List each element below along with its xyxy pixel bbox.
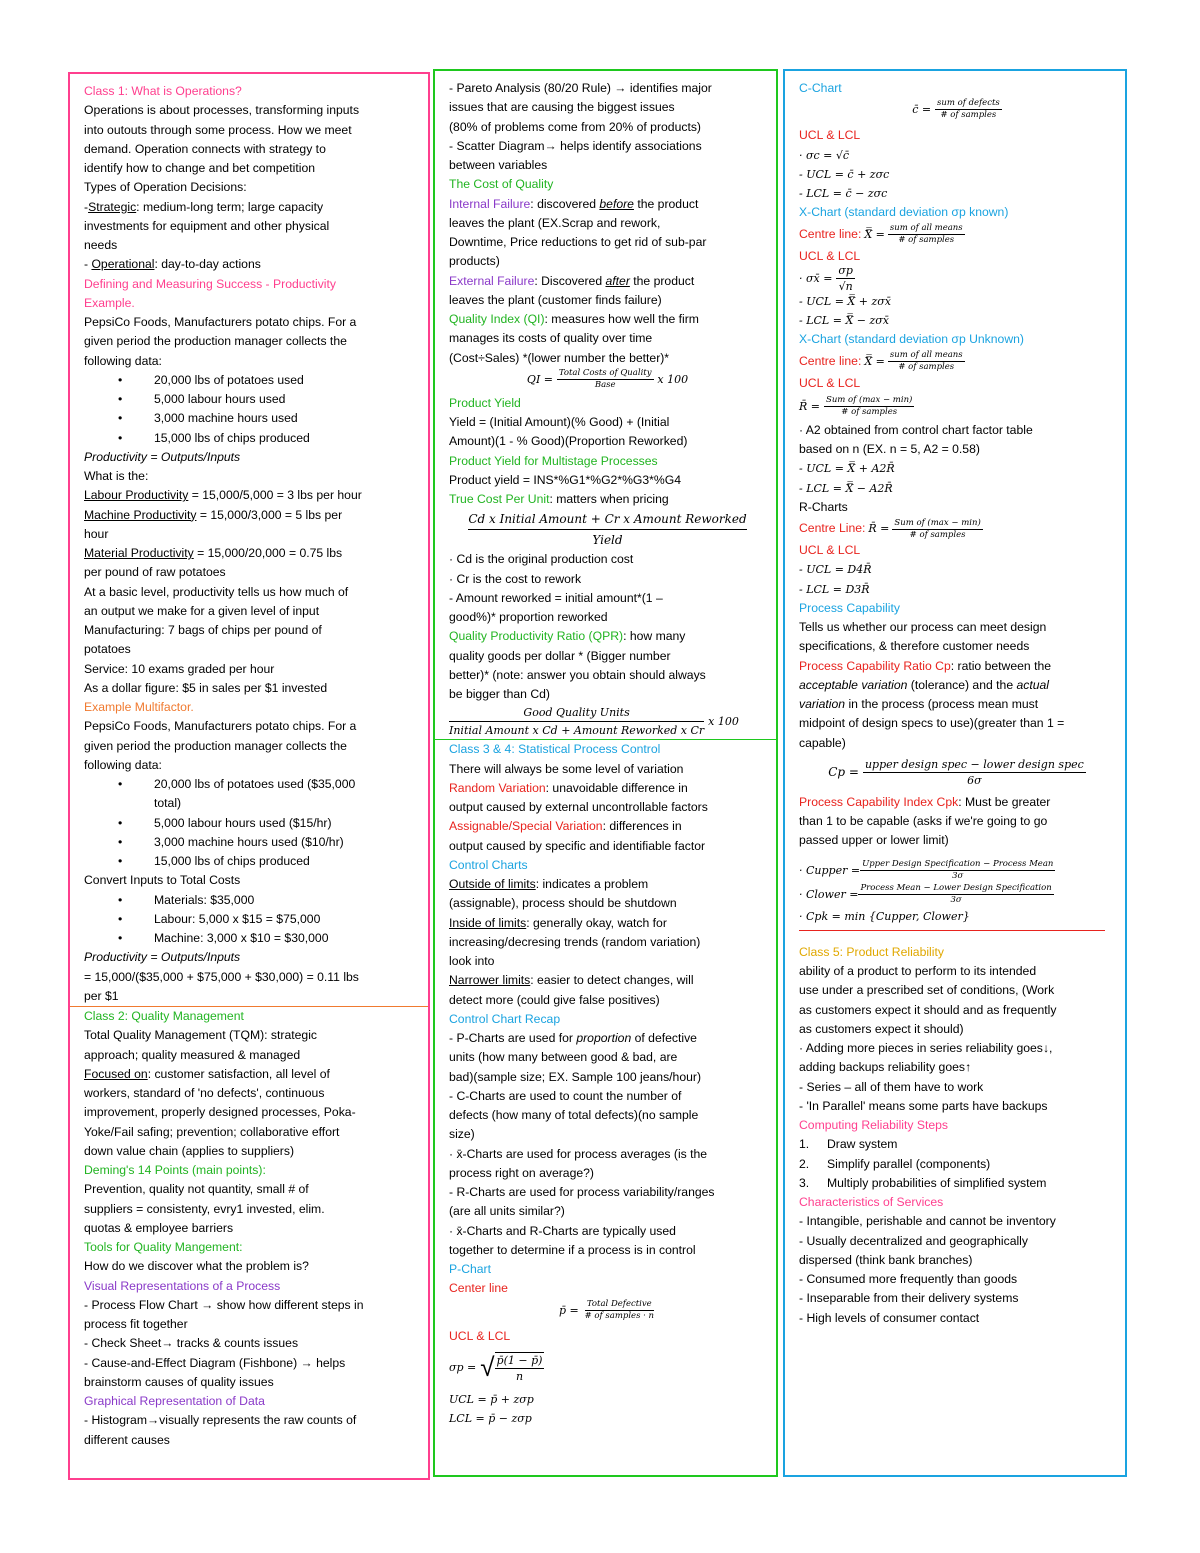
narrower-limits-line: Narrower limits: easier to detect changes, will bbox=[449, 973, 694, 988]
assignable-variation-line: Assignable/Special Variation: differences in bbox=[449, 819, 682, 834]
list-item: • 15,000 lbs of chips produced bbox=[84, 852, 418, 871]
qi-formula: QI = $\frac{\text{Total Costs of Quality}}{\text{Base}}$ x 100 bbox=[526, 367, 689, 390]
material-productivity: Material Productivity = 15,000/20,000 = 0.75 lbs bbox=[84, 546, 343, 560]
qpr-formula: Good Quality Units Initial Amount x Cd + Amount Reworked x Cr x 100 bbox=[449, 706, 739, 738]
class5-title: Class 5: Product Reliability bbox=[799, 944, 944, 959]
external-failure-line: External Failure: Discovered after the product bbox=[449, 273, 695, 288]
tools-heading: Tools for Quality Mangement: bbox=[84, 1240, 243, 1254]
true-cost-formula: Cd x Initial Amount + Cr x Amount Reworked Yield bbox=[449, 509, 766, 550]
inside-limits-line: Inside of limits: generally okay, watch for bbox=[449, 915, 667, 930]
internal-failure-line: Internal Failure: discovered before the product bbox=[449, 196, 699, 211]
sigma-x-formula: · σx̄ = $\frac{\sigma p}{√n}$ bbox=[799, 264, 853, 294]
r-centre-line: Centre Line: R̄ = $\frac{\text{Sum of (max − min)}}{\text{\# of samples}}$ bbox=[799, 517, 981, 540]
p-bar-formula: p̄ = $\frac{\text{Total Defective}}{\text{\# of samples · n}}$ bbox=[558, 1298, 655, 1321]
p-ucl: UCL = p̄ + zσp bbox=[449, 1392, 534, 1406]
operational-line: - Operational: day-to-day actions bbox=[84, 257, 261, 272]
list-item: 1. Draw system bbox=[799, 1137, 898, 1152]
c-lower-formula: · Clower = $\frac{\text{Process Mean − Lower Design Specification}}{3\sigma}$ bbox=[799, 883, 1052, 905]
x-chart-known-heading: X-Chart (standard deviation σp known) bbox=[799, 205, 1009, 220]
process-capability-heading: Process Capability bbox=[799, 600, 900, 615]
x-centre-line-2: Centre line: X̿ = $\frac{\text{sum of all means}}{\text{\# of samples}}$ bbox=[799, 350, 963, 372]
focused-on-line: Focused on: customer satisfaction, all level of bbox=[84, 1066, 330, 1081]
graphical-heading: Graphical Representation of Data bbox=[84, 1394, 265, 1408]
r-bar-formula: R̄ = $\frac{\text{Sum of (max − min)}}{\text{\# of samples}}$ bbox=[799, 395, 913, 418]
multifactor-result: = 15,000/($35,000 + $75,000 + $30,000) = 0.11 lbs bbox=[84, 969, 359, 984]
qpr-line: Quality Productivity Ratio (QPR): how many bbox=[449, 629, 686, 644]
machine-productivity: Machine Productivity = 15,000/3,000 = 5 lbs per bbox=[84, 507, 343, 522]
list-item: • 20,000 lbs of potatoes used ($35,000 bbox=[84, 775, 418, 794]
p-lcl: LCL = p̄ − zσp bbox=[449, 1412, 532, 1425]
visual-heading: Visual Representations of a Process bbox=[84, 1278, 281, 1293]
c-ucl-lcl-heading: UCL & LCL bbox=[799, 128, 861, 143]
capability-index-line: Process Capability Index Cpk: Must be greater bbox=[799, 794, 1051, 809]
intro-text: Operations is about processes, transforming inputs into outouts through some process. How we meet demand. Operation connects with strategy to identify how to change and bet competition bbox=[84, 103, 360, 175]
labour-productivity: Labour Productivity = 15,000/5,000 = 3 lbs per hour bbox=[84, 488, 362, 503]
c-bar-formula: c̄ = $\frac{\text{sum of defects}}{\text{\# of samples}}$ bbox=[912, 98, 1000, 121]
outside-limits-line: Outside of limits: indicates a problem bbox=[449, 877, 649, 891]
list-item: • 15,000 lbs of chips produced bbox=[84, 429, 418, 448]
services-heading: Characteristics of Services bbox=[799, 1195, 944, 1209]
column-class-2-3-4: - Pareto Analysis (80/20 Rule) → identifies major issues that are causing the biggest issues (80% of problems come from 20% of products) - Scatter Diagram→ helps identify associations between variables The Cost of Quality Internal Failure: discovered before the product leaves the plant (EX.Scrap and rework, Downtime, Price reductions to get rid of sub-par products) External Failure: Discovered after the product leaves the plant (customer finds failure) Quality Index (QI): measures how well the firm manages its costs of quality over time (Cost÷Sales) *(lower number the better)* QI = $\frac{\text{Total Costs of Quality}}{\text{Base}}$ x 100 Product Yield Yield = (Initial Amount)(% Good) + (Initial Amount)(1 - % Good)(Proportion Reworked) Product Yield for Multistage Processes Product yield = INS*%G1*%G2*%G3*%G4 True Cost Per Unit: matters when pricing Cd x Initial Amount + Cr x Amount Reworked Yield · Cd is the original production cost · Cr is the cost to rework - Amount reworked = initial amount*(1 – good%)* proportion reworked Quality Productivity Ratio (QPR): how many quality goods per dollar * (Bigger number better)* (note: answer you obtain should always be bigger than Cd) Good Quality Units Initial Amount x Cd + Amount Reworked x Cr x 100 Class 3 & 4: Statistical Process Control There will always be some level of variation Random Variation: unavoidable difference in output caused by external uncontrollable factors Assignable/Special Variation: differences in output caused by specific and identifiable factor Control Charts Outside of limits: indicates a problem (assignable), process should be shutdown Inside of limits: generally okay, watch for increasing/decresing trends (random variation) look into Narrower limits: easier to detect changes, will detect more (could give false positives) Control Chart Recap - P-Charts are used for proportion of defective units (how many between good & bad, are bad)(sample size; EX. Sample 100 jeans/hour) - C-Charts are used to count the number of defects (how many of total defects)(no sample size) · x̄-Charts are used for process averages (is the process right on average?) - R-Charts are used for process variability/ranges (are all units similar?) · x̄-Charts and R-Charts are typically used together to determine if a process is in control P-Chart Center line p̄ = $\frac{\text{Total Defective}}{\text{\# of samples · n}}$ UCL & LCL σp = √ $\frac{p̄(1 - p̄)}{n}$ UCL = p̄ + zσp LCL = p̄ − zσp bbox=[433, 69, 778, 1477]
section-divider bbox=[799, 930, 1105, 931]
list-item: 2. Simplify parallel (components) bbox=[799, 1156, 991, 1171]
c-chart-heading: C-Chart bbox=[799, 81, 842, 95]
list-item: • Labour: 5,000 x $15 = $75,000 bbox=[84, 910, 418, 929]
list-item: • Materials: $35,000 bbox=[84, 891, 418, 910]
true-cost-line: True Cost Per Unit: matters when pricing bbox=[449, 492, 669, 506]
class34-title: Class 3 & 4: Statistical Process Control bbox=[449, 742, 661, 757]
recap-heading: Control Chart Recap bbox=[449, 1011, 561, 1026]
cpk-formula: · Cpk = min {Cupper, Clower} bbox=[799, 909, 970, 923]
x-ucl-lcl-heading: UCL & LCL bbox=[799, 248, 861, 263]
list-item: 3. Multiply probabilities of simplified system bbox=[799, 1175, 1047, 1190]
random-variation-line: Random Variation: unavoidable difference in bbox=[449, 780, 688, 795]
list-item: • 5,000 labour hours used ($15/hr) bbox=[84, 814, 418, 833]
column-class-1-2: Class 1: What is Operations? Operations is about processes, transforming inputs into outouts through some process. How we meet demand. Operation connects with strategy to identify how to change and bet competition Types of Operation Decisions: -Strategic: medium-long term; large capacity investments for equipment and other physical needs - Operational: day-to-day actions Defining and Measuring Success - Productivity Example. PepsiCo Foods, Manufacturers potato chips. For a given period the production manager collects the following data: • 20,000 lbs of potatoes used • 5,000 labour hours used • 3,000 machine hours used • 15,000 lbs of chips produced Productivity = Outputs/Inputs What is the: Labour Productivity = 15,000/5,000 = 3 lbs per hour Machine Productivity = 15,000/3,000 = 5 lbs per hour Material Productivity = 15,000/20,000 = 0.75 lbs per pound of raw potatoes At a basic level, productivity tells us how much of an output we make for a given level of input Manufacturing: 7 bags of chips per pound of potatoes Service: 10 exams graded per hour As a dollar figure: $5 in sales per $1 invested Example Multifactor. PepsiCo Foods, Manufacturers potato chips. For a given period the production manager collects the following data: • 20,000 lbs of potatoes used ($35,000 total) • 5,000 labour hours used ($15/hr) • 3,000 machine hours used ($10/hr) • 15,000 lbs of chips produced Convert Inputs to Total Costs • Materials: $35,000 • Labour: 5,000 x $15 = $75,000 • Machine: 3,000 x $10 = $30,000 Productivity = Outputs/Inputs = 15,000/($35,000 + $75,000 + $30,000) = 0.11 lbs per $1 Class 2: Quality Management Total Quality Management (TQM): strategic approach; quality measured & managed Focused on: customer satisfaction, all level of workers, standard of 'no defects', continuous improvement, properly designed processes, Poka- Yoke/Fail safing; prevention; collaborative effort down value chain (applies to suppliers) Deming's 14 Points (main points): Prevention, quality not quantity, small # of suppliers = consistenty, evry1 invested, elim. quotas & employee barriers Tools for Quality Mangement: How do we discover what the problem is? Visual Representations of a Process - Process Flow Chart → show how different steps in process fit together - Check Sheet→ tracks & counts issues - Cause-and-Effect Diagram (Fishbone) → helps brainstorm causes of quality issues Graphical Representation of Data - Histogram→visually represents the raw counts of different causes bbox=[68, 72, 430, 1480]
computing-heading: Computing Reliability Steps bbox=[799, 1118, 949, 1132]
r-charts-label: R-Charts bbox=[799, 499, 848, 514]
strategic-line: -Strategic: medium-long term; large capacity bbox=[84, 199, 324, 214]
p-ucl-lcl-heading: UCL & LCL bbox=[449, 1328, 511, 1343]
list-item: • 3,000 machine hours used bbox=[84, 409, 418, 428]
recap-p-line: - P-Charts are used for proportion of defective bbox=[449, 1031, 697, 1045]
class2-title: Class 2: Quality Management bbox=[84, 1009, 244, 1023]
column-class-4-5: C-Chart c̄ = $\frac{\text{sum of defects}}{\text{\# of samples}}$ UCL & LCL · σc = √c̄ - UCL = c̄ + zσc - LCL = c̄ − zσc X-Chart (standard deviation σp known) Centre line: X̿ = $\frac{\text{sum of all means}}{\text{\# of samples}}$ UCL & LCL · σx̄ = $\frac{\sigma p}{√n}$ - UCL = X̿ + zσx̄ - LCL = X̿ − zσx̄ X-Chart (standard deviation σp Unknown) Centre line: X̿ = $\frac{\text{sum of all means}}{\text{\# of samples}}$ UCL & LCL R̄ = $\frac{\text{Sum of (max − min)}}{\text{\# of samples}}$ · A2 obtained from control chart factor table based on n (EX. n = 5, A2 = 0.58) - UCL = X̿ + A2R̄ - LCL = X̿ − A2R̄ R-Charts Centre Line: R̄ = $\frac{\text{Sum of (max − min)}}{\text{\# of samples}}$ UCL & LCL - UCL = D4R̄ - LCL = D3R̄ Process Capability Tells us whether our process can meet design specifications, & therefore customer needs Process Capability Ratio Cp: ratio between the acceptable variation (tolerance) and the actual variation in the process (process mean must midpoint of design specs to use)(greater than 1 = capable) Cp = $\frac{\text{upper design spec − lower design spec}}{6\sigma}$ Process Capability Index Cpk: Must be greater than 1 to be capable (asks if we're going to go passed upper or lower limit) · Cupper = $\frac{\text{Upper Design Specification − Process Mean}}{3\sigma}$ · Clower = $\frac{\text{Process Mean − Lower Design Specification}}{3\sigma}$ · Cpk = min {Cupper, Clower} Class 5: Product Reliability ability of a product to perform to its intended use under a prescribed set of conditions, (Work as customers expect it should and as frequently as customers expect it should) · Adding more pieces in series reliability goes↓, adding backups reliability goes↑ - Series – all of them have to work - 'In Parallel' means some parts have backups Computing Reliability Steps 1. Draw system 2. Simplify parallel (components) 3. Multiply probabilities of simplified system Characteristics of Services - Intangible, perishable and cannot be inventory - Usually decentralized and geographically dispersed (think bank branches) - Consumed more frequently than goods - Inseparable from their delivery systems - High levels of consumer contact bbox=[783, 69, 1127, 1477]
product-yield-heading: Product Yield bbox=[449, 395, 521, 410]
list-item: • 20,000 lbs of potatoes used bbox=[84, 371, 418, 390]
capability-ratio-line: Process Capability Ratio Cp: ratio between the bbox=[799, 658, 1052, 673]
types-heading: Types of Operation Decisions: bbox=[84, 180, 247, 195]
example-heading: Example. bbox=[84, 295, 135, 310]
control-charts-heading: Control Charts bbox=[449, 857, 528, 872]
list-item: • 3,000 machine hours used ($10/hr) bbox=[84, 833, 418, 852]
deming-heading: Deming's 14 Points (main points): bbox=[84, 1163, 266, 1177]
p-chart-heading: P-Chart bbox=[449, 1262, 491, 1276]
center-line-heading: Center line bbox=[449, 1281, 508, 1296]
cost-of-quality-heading: The Cost of Quality bbox=[449, 177, 554, 192]
r-ucl-lcl-heading: UCL & LCL bbox=[799, 543, 861, 557]
multistage-heading: Product Yield for Multistage Processes bbox=[449, 453, 658, 468]
list-item: • Machine: 3,000 x $10 = $30,000 bbox=[84, 929, 418, 948]
list-item-cont: total) bbox=[154, 796, 182, 811]
cp-formula: Cp = $\frac{\text{upper design spec − lower design spec}}{6\sigma}$ bbox=[828, 758, 1084, 788]
multifactor-heading: Example Multifactor. bbox=[84, 700, 194, 714]
list-item: • 5,000 labour hours used bbox=[84, 390, 418, 409]
sigma-p-formula: σp = √ $\frac{p̄(1 - p̄)}{n}$ bbox=[449, 1352, 543, 1383]
productivity-formula: Productivity = Outputs/Inputs bbox=[84, 449, 241, 464]
x-ucl-lcl-heading-2: UCL & LCL bbox=[799, 375, 861, 390]
quality-index-line: Quality Index (QI): measures how well the firm bbox=[449, 312, 699, 326]
x-chart-unknown-heading: X-Chart (standard deviation σp Unknown) bbox=[799, 332, 1024, 347]
defining-heading: Defining and Measuring Success - Productivity bbox=[84, 276, 336, 291]
class1-title: Class 1: What is Operations? bbox=[84, 84, 242, 98]
c-upper-formula: · Cupper = $\frac{\text{Upper Design Specification − Process Mean}}{3\sigma}$ bbox=[799, 859, 1054, 881]
x-centre-line: Centre line: X̿ = $\frac{\text{sum of all means}}{\text{\# of samples}}$ bbox=[799, 223, 963, 245]
